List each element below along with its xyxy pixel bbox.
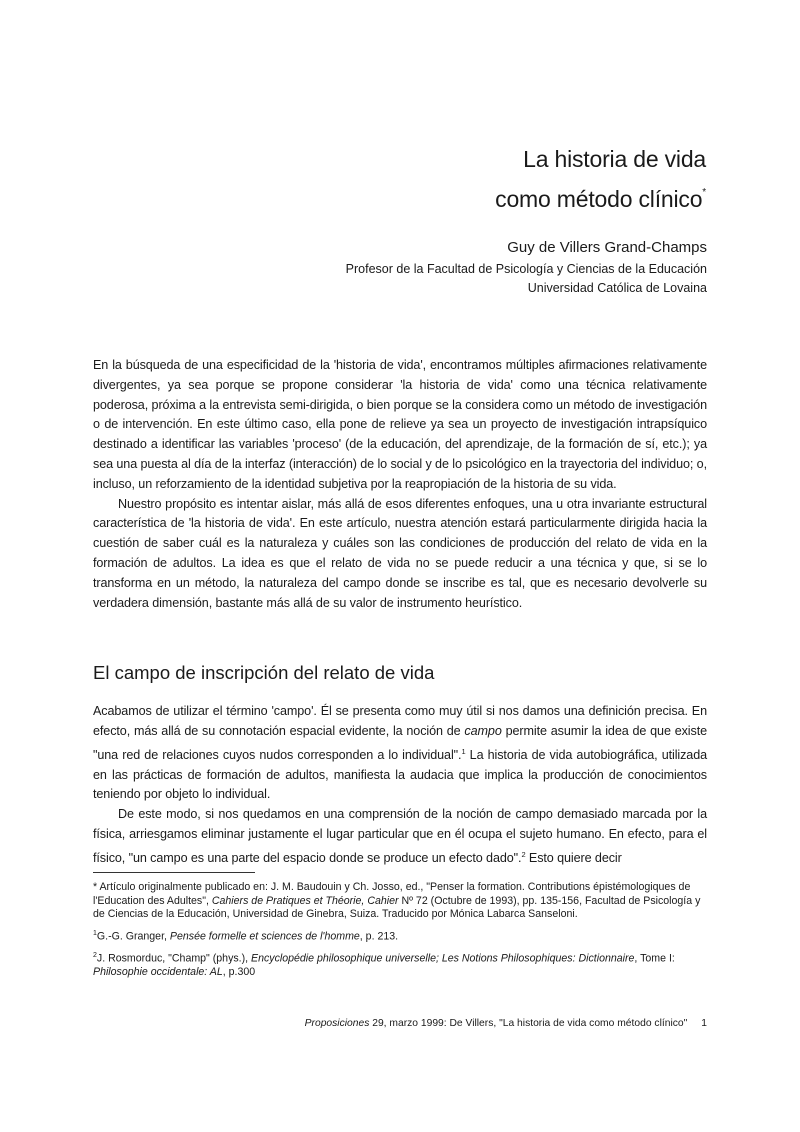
title-line-2-text: como método clínico [495, 186, 703, 212]
footnote-2-text-b: , Tome I: [634, 952, 675, 965]
section-body [93, 702, 707, 869]
footer-citation: 29, marzo 1999: De Villers, "La historia de vida como método clínico" [369, 1018, 688, 1029]
footnote-2-text-c: , p.300 [222, 966, 256, 979]
title-line-1: La historia de vida [523, 146, 706, 172]
section-p2-text-b: Esto quiere decir [525, 850, 622, 865]
running-footer [305, 1018, 707, 1029]
footnote-ref-1[interactable]: 1 [461, 746, 466, 756]
title-line-2 [495, 176, 706, 216]
footnote-1-text-b: , p. 213. [359, 930, 399, 943]
section-paragraph-2 [93, 805, 707, 869]
section-p1-text-c: La historia de vida autobiográfica, utilizada en las prácticas de formación de adultos, manifiesta la audacia que implica la producción de conocimientos teniendo por objeto lo individual. [93, 747, 707, 802]
author-block [346, 238, 707, 298]
footnote-star-text-b: Nº 72 (Octubre de 1993), pp. 135-156, Facultad de Psicología y de Ciencias de la Educación, Universidad de Ginebra, Suiza. Traducido por Mónica Labarca Sanseloni. [93, 894, 701, 921]
author-name: Guy de Villers Grand-Champs [507, 239, 707, 256]
footnotes [93, 881, 713, 985]
article-title [495, 142, 706, 216]
footnote-star [93, 881, 713, 922]
footnote-2 [93, 949, 713, 980]
footnote-1 [93, 927, 713, 944]
footnote-ref-2[interactable]: 2 [521, 849, 526, 859]
footnote-star-text-a: Artículo originalmente publicado en: J. M. Baudouin y Ch. Josso, ed., "Penser la formation. Contributions épistémologiques de l'Education des Adultes", [93, 881, 691, 907]
page-number: 1 [701, 1018, 707, 1029]
section-p2-text-a: De este modo, si nos quedamos en una comprensión de la noción de campo demasiado marcada por la física, arriesgamos eliminar justamente el lugar particular que en él ocupa el sujeto humano. En efecto, para el físico, "un campo es una parte del espacio donde se produce un efecto dado". [93, 807, 707, 865]
title-footnote-mark: * [702, 187, 706, 198]
footnote-1-text-a: G.-G. Granger, [96, 930, 170, 943]
footnote-1-mark: 1 [93, 929, 97, 937]
footer-journal: Proposiciones [304, 1018, 370, 1029]
intro-paragraph-2: Nuestro propósito es intentar aislar, más allá de esos diferentes enfoques, una u otra invariante estructural característica de 'la historia de vida'. En este artículo, nuestra atención estará particularmente dirigida hacia la cuestión de saber cuál es la naturaleza y cuáles son las condiciones de producción del relato de vida en la formación de adultos. La idea es que el relato de vida no se puede reducir a una técnica y que, si se lo transforma en un método, la naturaleza del campo donde se inscribe es tal, que es necesario devolverle su verdadera dimensión, bastante más allá de su valor de instrumento heurístico. [93, 496, 707, 610]
intro-paragraph-1: En la búsqueda de una especificidad de la 'historia de vida', encontramos múltiples afirmaciones relativamente divergentes, ya sea porque se propone considerar 'la historia de vida' como una técnica relativamente poderosa, próxima a la entrevista semi-dirigida, o bien porque se la considera como un método de investigación o de intervención. En este último caso, ella pone de relieve ya sea un proyecto de investigación intrapsíquico destinado a identificar las variables 'proceso' (de la educación, del aprendizaje, de la formación de sí, etc.); ya sea una puesta al día de la interfaz (interacción) de lo social y de lo psicológico en la trayectoria del individuo; o, incluso, un reforzamiento de la identidad subjetiva por la reapropiación de la historia de su vida. [93, 358, 707, 491]
footnote-star-mark: * [93, 881, 98, 893]
footnote-divider [93, 872, 255, 873]
author-affiliation-1: Profesor de la Facultad de Psicología y Ciencias de la Educación [345, 262, 707, 276]
footnote-2-mark: 2 [93, 951, 97, 959]
section-p1-text-a: Acabamos de utilizar el término 'campo'. Él se presenta como muy útil si nos damos una definición precisa. En efecto, más allá de su connotación espacial evidente, la noción de [93, 704, 707, 738]
author-affiliation-2: Universidad Católica de Lovaina [527, 281, 707, 295]
section-p1-text-b: permite asumir la idea de que existe "una red de relaciones cuyos nudos corresponden a lo individual". [93, 723, 707, 762]
section-p1-emphasis: campo [464, 723, 502, 738]
footnote-star-emphasis: Cahiers de Pratiques et Théorie, Cahier [211, 894, 399, 907]
section-heading: El campo de inscripción del relato de vida [93, 662, 435, 683]
section-paragraph-1 [93, 702, 707, 805]
footnote-2-emphasis-2: Philosophie occidentale: AL [93, 966, 223, 979]
introduction [93, 356, 707, 613]
footnote-2-text-a: J. Rosmorduc, "Champ" (phys.), [96, 952, 252, 965]
footnote-1-emphasis: Pensée formelle et sciences de l'homme [169, 930, 360, 943]
footnote-2-emphasis: Encyclopédie philosophique universelle; Les Notions Philosophiques: Dictionnaire [251, 952, 635, 965]
